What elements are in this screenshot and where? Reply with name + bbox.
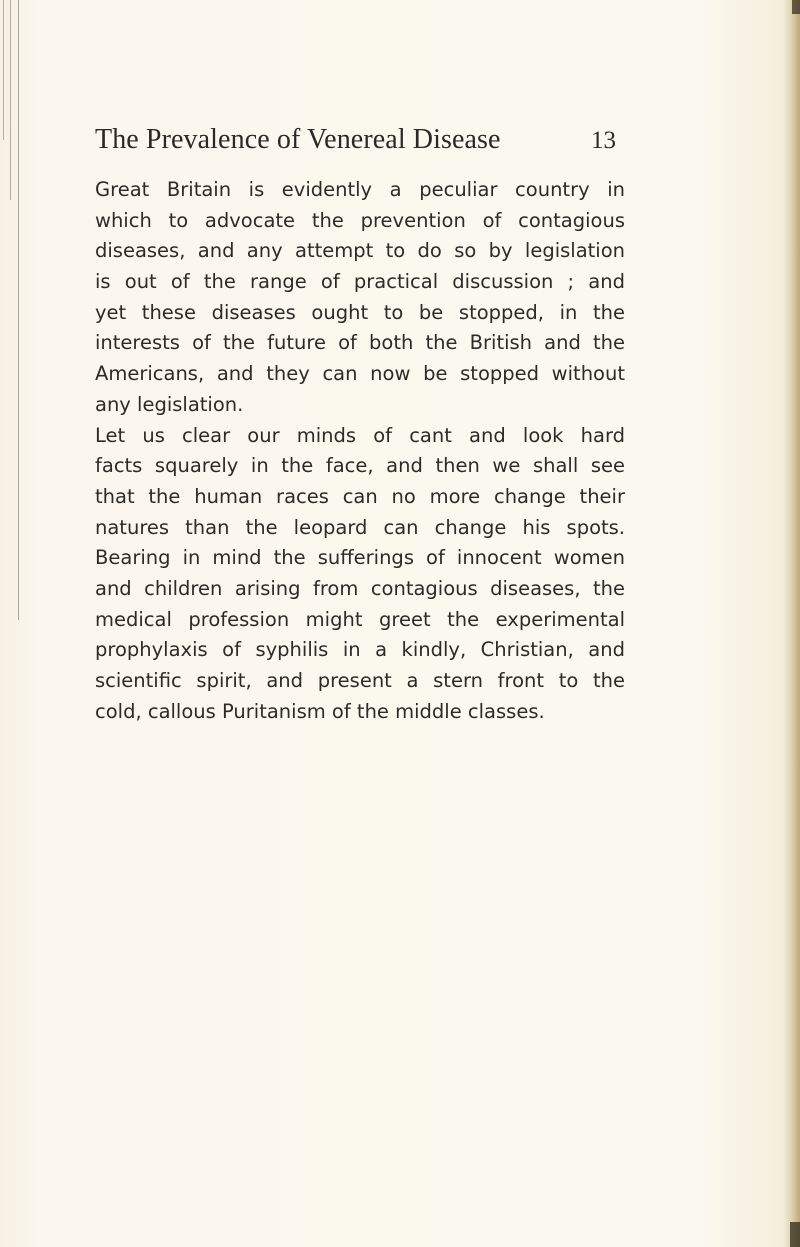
text-line: yet these diseases ought to be stopped, in the bbox=[95, 300, 625, 324]
text-line: Bearing in mind the sufferings of innocent women bbox=[95, 546, 625, 570]
text-line: natures than the leopard can change his spots. bbox=[95, 515, 625, 539]
text-line: which to advocate the prevention of contagious bbox=[95, 208, 625, 232]
text-line: Let us clear our minds of cant and look hard bbox=[95, 423, 625, 447]
text-line: is out of the range of practical discussion ; and bbox=[95, 270, 625, 294]
edge-mark bbox=[792, 0, 800, 14]
text-line: that the human races can no more change their bbox=[95, 484, 625, 508]
page-edge-shadow bbox=[784, 0, 800, 1247]
text-line: medical profession might greet the experimental bbox=[95, 607, 625, 631]
page-number: 13 bbox=[591, 127, 616, 154]
text-line: facts squarely in the face, and then we shall see bbox=[95, 454, 625, 478]
text-line: and children arising from contagious diseases, the bbox=[95, 576, 625, 600]
text-line: interests of the future of both the British and the bbox=[95, 331, 625, 355]
text-line: scientific spirit, and present a stern front to the bbox=[95, 669, 625, 692]
paragraph-2 bbox=[95, 421, 625, 728]
paragraph-1 bbox=[95, 175, 625, 421]
text-line: Americans, and they can now be stopped without bbox=[95, 362, 625, 386]
running-head bbox=[95, 124, 655, 164]
text-line: any legislation. bbox=[95, 392, 244, 416]
text-line: cold, callous Puritanism of the middle classes. bbox=[95, 699, 545, 723]
binding-edge-line bbox=[3, 0, 4, 140]
binding-edge-line bbox=[18, 0, 19, 620]
body-text bbox=[95, 175, 625, 727]
edge-mark bbox=[790, 1222, 800, 1247]
text-line: diseases, and any attempt to do so by legislation bbox=[95, 239, 625, 263]
text-line: Great Britain is evidently a peculiar country in bbox=[95, 178, 625, 201]
running-head-title: The Prevalence of Venereal Disease bbox=[95, 124, 501, 155]
binding-edge-line bbox=[10, 0, 11, 200]
text-line: prophylaxis of syphilis in a kindly, Christian, and bbox=[95, 638, 625, 662]
